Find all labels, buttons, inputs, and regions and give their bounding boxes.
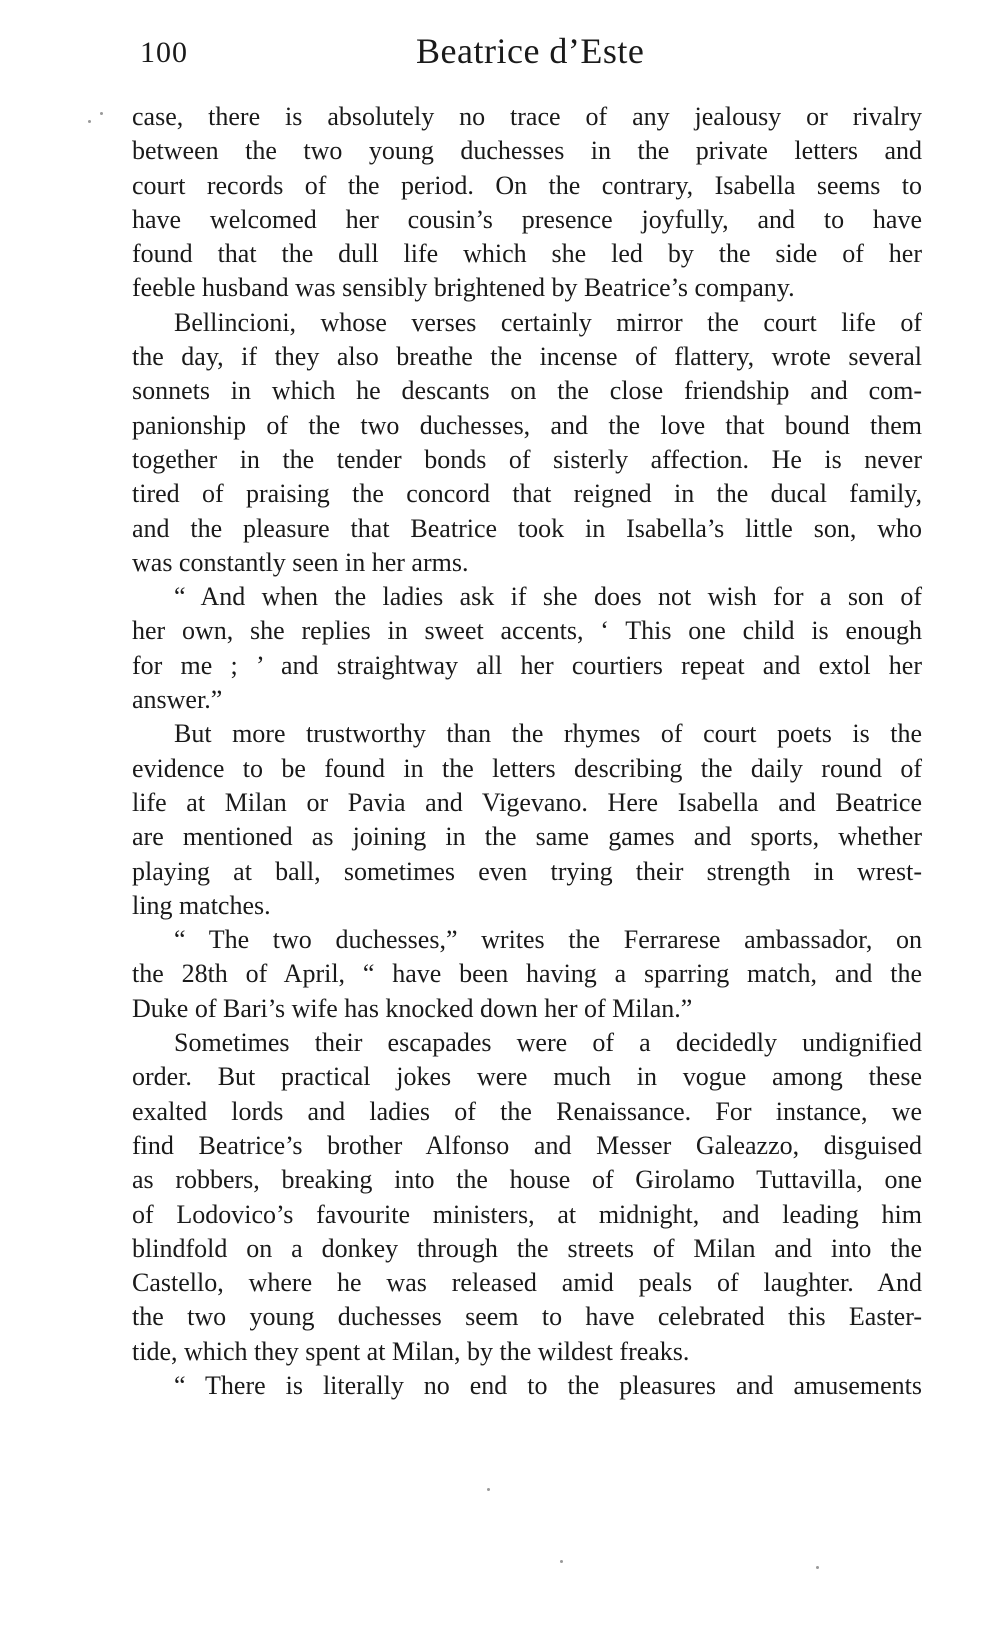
text-line: playing at ball, sometimes even trying their strength in wrest- [132, 856, 922, 886]
running-title: Beatrice d’Este [416, 31, 645, 71]
text-line: feeble husband was sensibly brightened by Beatrice’s company. [132, 273, 795, 303]
text-line: have welcomed her cousin’s presence joyfully, and to have [132, 204, 922, 234]
body-text [132, 100, 922, 1403]
text-line: the 28th of April, “ have been having a sparring match, and the [132, 959, 922, 989]
text-line: “ And when the ladies ask if she does not wish for a son of [174, 582, 922, 612]
scan-speck [560, 1560, 563, 1563]
text-line: answer.” [132, 685, 223, 715]
text-line: Sometimes their escapades were of a decidedly undignified [174, 1028, 922, 1058]
text-line: Duke of Bari’s wife has knocked down her of Milan.” [132, 993, 693, 1023]
scan-speck [487, 1488, 490, 1491]
text-line: “ The two duchesses,” writes the Ferrarese ambassador, on [174, 925, 922, 955]
text-line: tide, which they spent at Milan, by the wildest freaks. [132, 1336, 690, 1366]
text-line: for me ; ’ and straightway all her courtiers repeat and extol her [132, 650, 922, 680]
text-line: court records of the period. On the contrary, Isabella seems to [132, 170, 922, 200]
text-line: found that the dull life which she led by the side of her [132, 239, 922, 269]
text-line: Bellincioni, whose verses certainly mirror the court life of [174, 307, 922, 337]
text-line: find Beatrice’s brother Alfonso and Messer Galeazzo, disguised [132, 1130, 922, 1160]
text-line: “ There is literally no end to the pleasures and amusements [174, 1370, 922, 1400]
text-line: order. But practical jokes were much in vogue among these [132, 1062, 922, 1092]
text-line: But more trustworthy than the rhymes of court poets is the [174, 719, 922, 749]
text-line: evidence to be found in the letters describing the daily round of [132, 753, 922, 783]
text-line: was constantly seen in her arms. [132, 547, 469, 577]
scan-speck [100, 112, 103, 115]
text-line: her own, she replies in sweet accents, ‘ This one child is enough [132, 616, 922, 646]
scan-speck [88, 120, 91, 123]
text-line: panionship of the two duchesses, and the love that bound them [132, 410, 922, 440]
text-line: and the pleasure that Beatrice took in Isabella’s little son, who [132, 513, 922, 543]
text-line: ling matches. [132, 890, 271, 920]
text-line: together in the tender bonds of sisterly affection. He is never [132, 444, 922, 474]
running-head [136, 30, 936, 82]
text-line: life at Milan or Pavia and Vigevano. Here Isabella and Beatrice [132, 787, 922, 817]
text-line: of Lodovico’s favourite ministers, at midnight, and leading him [132, 1199, 922, 1229]
text-line: as robbers, breaking into the house of Girolamo Tuttavilla, one [132, 1165, 922, 1195]
text-line: blindfold on a donkey through the streets of Milan and into the [132, 1233, 922, 1263]
text-line: sonnets in which he descants on the close friendship and com- [132, 376, 922, 406]
text-line: the day, if they also breathe the incense of flattery, wrote several [132, 342, 922, 372]
page-number: 100 [140, 36, 188, 69]
text-line: between the two young duchesses in the private letters and [132, 136, 922, 166]
text-line: tired of praising the concord that reigned in the ducal family, [132, 479, 922, 509]
scan-speck [816, 1566, 819, 1569]
text-line: are mentioned as joining in the same games and sports, whether [132, 822, 922, 852]
text-line: case, there is absolutely no trace of any jealousy or rivalry [132, 102, 922, 131]
text-line: the two young duchesses seem to have celebrated this Easter- [132, 1302, 922, 1332]
text-line: exalted lords and ladies of the Renaissance. For instance, we [132, 1096, 922, 1126]
text-line: Castello, where he was released amid peals of laughter. And [132, 1268, 922, 1298]
